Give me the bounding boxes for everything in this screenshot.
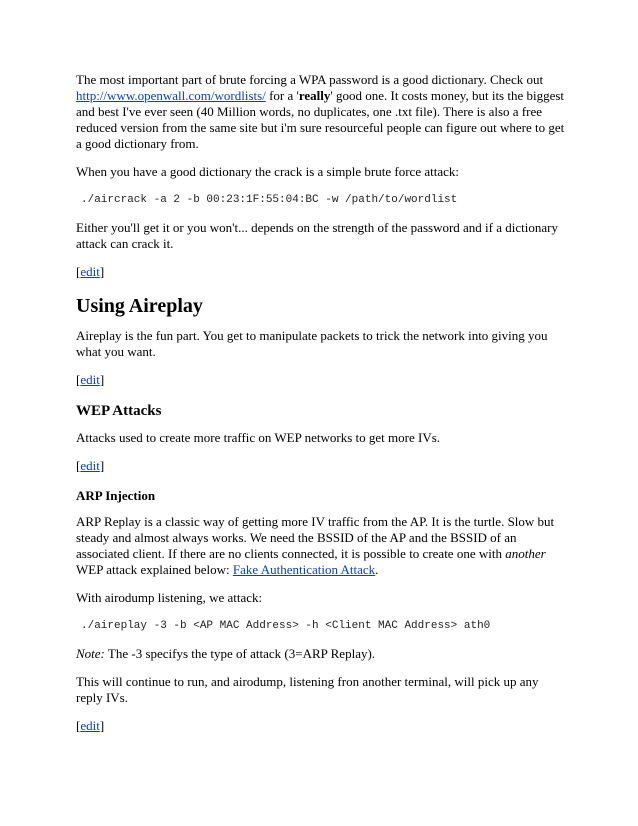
edit-link-2 bbox=[76, 372, 566, 388]
text: ARP Replay is a classic way of getting more IV traffic from the AP. It is the turtle. Slow but steady and almost always works. We need the BSSID of the AP and the BSSID of an associated client. If there are no clients connected, it is possible to create one with bbox=[76, 514, 555, 561]
fake-authentication-attack-link[interactable]: Fake Authentication Attack bbox=[232, 562, 376, 577]
bold-text: really bbox=[298, 88, 331, 103]
arp-replay-paragraph bbox=[76, 514, 566, 578]
bracket: ] bbox=[99, 458, 105, 473]
text: ' good one. It costs money, but its the biggest and best I've ever seen (40 Million words, no duplicates, one .txt file). There is also a free reduced version from the same site but i'm sure resourceful people can figure out where to get a good dictionary from. bbox=[76, 88, 565, 151]
aireplay-intro-paragraph: Aireplay is the fun part. You get to manipulate packets to trick the network into giving you what you want. bbox=[76, 328, 548, 359]
edit-link[interactable]: edit bbox=[80, 458, 100, 473]
text: The -3 specifys the type of attack (3=ARP Replay). bbox=[104, 646, 376, 661]
bracket: [ bbox=[76, 372, 81, 387]
airodump-listening-paragraph: With airodump listening, we attack: bbox=[76, 590, 263, 605]
edit-link[interactable]: edit bbox=[80, 718, 100, 733]
text: The most important part of brute forcing a WPA password is a good dictionary. Check out bbox=[76, 72, 544, 87]
aireplay-command: ./aireplay -3 -b <AP MAC Address> -h <Client MAC Address> ath0 bbox=[81, 620, 491, 632]
bracket: ] bbox=[99, 372, 105, 387]
edit-link-4 bbox=[76, 718, 566, 734]
note-paragraph bbox=[76, 646, 566, 662]
edit-link[interactable]: edit bbox=[80, 372, 100, 387]
bracket: [ bbox=[76, 264, 81, 279]
bracket: ] bbox=[99, 264, 105, 279]
heading-arp-injection: ARP Injection bbox=[76, 488, 156, 503]
bracket: ] bbox=[99, 718, 105, 733]
text: . bbox=[375, 562, 379, 577]
text: WEP attack explained below: bbox=[76, 562, 233, 577]
dictionary-paragraph bbox=[76, 72, 566, 152]
edit-link-1 bbox=[76, 264, 566, 280]
article-body bbox=[76, 72, 566, 748]
edit-link[interactable]: edit bbox=[80, 264, 100, 279]
crack-intro-paragraph: When you have a good dictionary the crack is a simple brute force attack: bbox=[76, 164, 459, 179]
wep-attacks-paragraph: Attacks used to create more traffic on WEP networks to get more IVs. bbox=[76, 430, 441, 445]
bracket: [ bbox=[76, 458, 81, 473]
edit-link-3 bbox=[76, 458, 566, 474]
heading-wep-attacks: WEP Attacks bbox=[76, 403, 162, 419]
crack-result-paragraph: Either you'll get it or you won't... depends on the strength of the password and if a dictionary attack can crack it. bbox=[76, 220, 558, 251]
bracket: [ bbox=[76, 718, 81, 733]
openwall-wordlists-link[interactable]: http://www.openwall.com/wordlists/ bbox=[76, 88, 266, 103]
aircrack-command: ./aircrack -a 2 -b 00:23:1F:55:04:BC -w /path/to/wordlist bbox=[81, 194, 458, 206]
note-label: Note: bbox=[76, 646, 105, 661]
text: for a ' bbox=[265, 88, 299, 103]
emphasis-text: another bbox=[505, 546, 546, 561]
continue-run-paragraph: This will continue to run, and airodump, listening fron another terminal, will pick up any reply IVs. bbox=[76, 674, 539, 705]
heading-using-aireplay: Using Aireplay bbox=[76, 295, 203, 317]
